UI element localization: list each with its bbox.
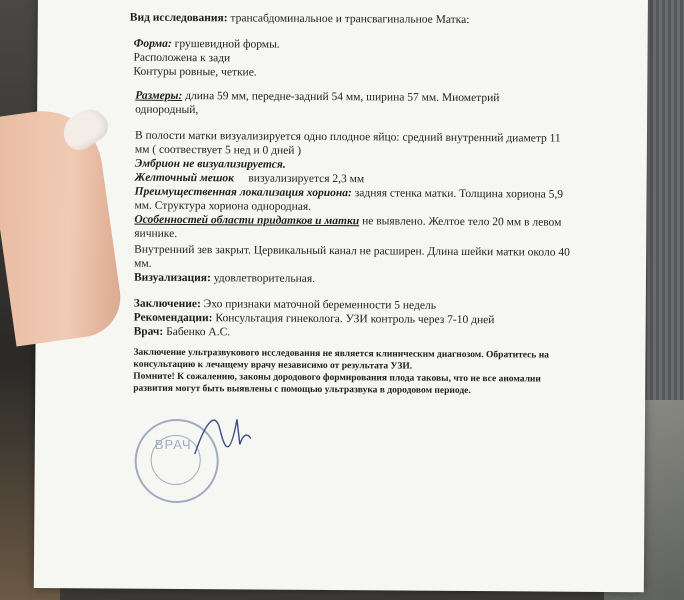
recommendations-label: Рекомендации: — [133, 311, 213, 325]
chorion-label: Преимущественная локализация хориона: — [134, 185, 352, 200]
contours-line: Контуры ровные, четкие. — [133, 65, 257, 79]
form-label: Форма: — [133, 37, 172, 50]
conclusion-label: Заключение: — [133, 297, 201, 311]
visualization-value: удовлетворительная. — [213, 272, 316, 285]
doctor-value: Бабенко А.С. — [166, 325, 231, 339]
exam-type-line — [130, 11, 470, 27]
sizes-values: длина 59 мм, передне-задний 54 мм, ширина 57 мм. Миометрий — [185, 90, 500, 105]
form-value: грушевидной формы. — [174, 37, 280, 51]
doctor-label: Врач: — [133, 325, 164, 338]
visualization-label: Визуализация: — [133, 271, 211, 285]
disclaimer-line-1: Заключение ультразвукового исследования не является клиническим диагнозом. Обратитесь на — [133, 347, 549, 361]
disclaimer-line-2: консультацию к лечащему врачу независимо от результата УЗИ. — [133, 359, 413, 372]
position-line: Расположена к зади — [133, 51, 231, 65]
yolk-sac-label: Желточный мешок — [134, 171, 235, 185]
conclusion-value: Эхо признаки маточной беременности 5 недель — [203, 298, 437, 312]
recommendations-value: Консультация гинеколога. УЗИ контроль через 7-10 дней — [215, 312, 495, 327]
form-line — [134, 37, 280, 52]
disclaimer-line-3: Помните! К сожалению, законы дородового формирования плода таковы, что не все аномалии — [133, 371, 541, 385]
cervix-line-1: Внутренний зев закрыт. Цервикальный канал не расширен. Длина шейки матки около 40 — [134, 243, 570, 259]
appendages-line-1 — [134, 213, 561, 230]
ultrasound-report-sheet — [34, 0, 648, 592]
exam-type-label: Вид исследования: — [129, 11, 228, 25]
disclaimer-line-4: развития могут быть выявлены с помощью ультразвука в дородовом периоде. — [133, 383, 471, 397]
appendages-label: Особенностей области придатков и матки — [134, 213, 360, 228]
sizes-label: Размеры: — [135, 89, 183, 103]
appendages-value: не выявлено. Желтое тело 20 мм в левом — [362, 215, 562, 229]
embryo-line: Эмбрион не визуализируется. — [134, 157, 286, 171]
visualization-line — [134, 271, 315, 286]
doctor-line — [134, 325, 231, 340]
chorion-line-2: мм. Структура хориона однородная. — [134, 199, 312, 213]
yolk-sac-value: визуализируется 2,3 мм — [248, 172, 365, 186]
cavity-line-1: В полости матки визуализируется одно плодное яйцо: средний внутренний диаметр 11 — [134, 129, 561, 145]
chorion-value: задняя стенка матки. Толщина хориона 5,9 — [354, 187, 564, 201]
doctor-signature — [185, 404, 255, 464]
cavity-line-2: мм ( соотвествует 5 нед и 0 дней ) — [134, 143, 302, 157]
cervix-line-2: мм. — [134, 257, 152, 270]
appendages-line-2: яичнике. — [134, 227, 178, 240]
sizes-line-2: однородный, — [135, 103, 199, 117]
exam-type-value: трансабдоминальное и трансвагинальное Матка: — [230, 12, 470, 27]
stamp-text: ВРАЧ — [154, 436, 192, 453]
